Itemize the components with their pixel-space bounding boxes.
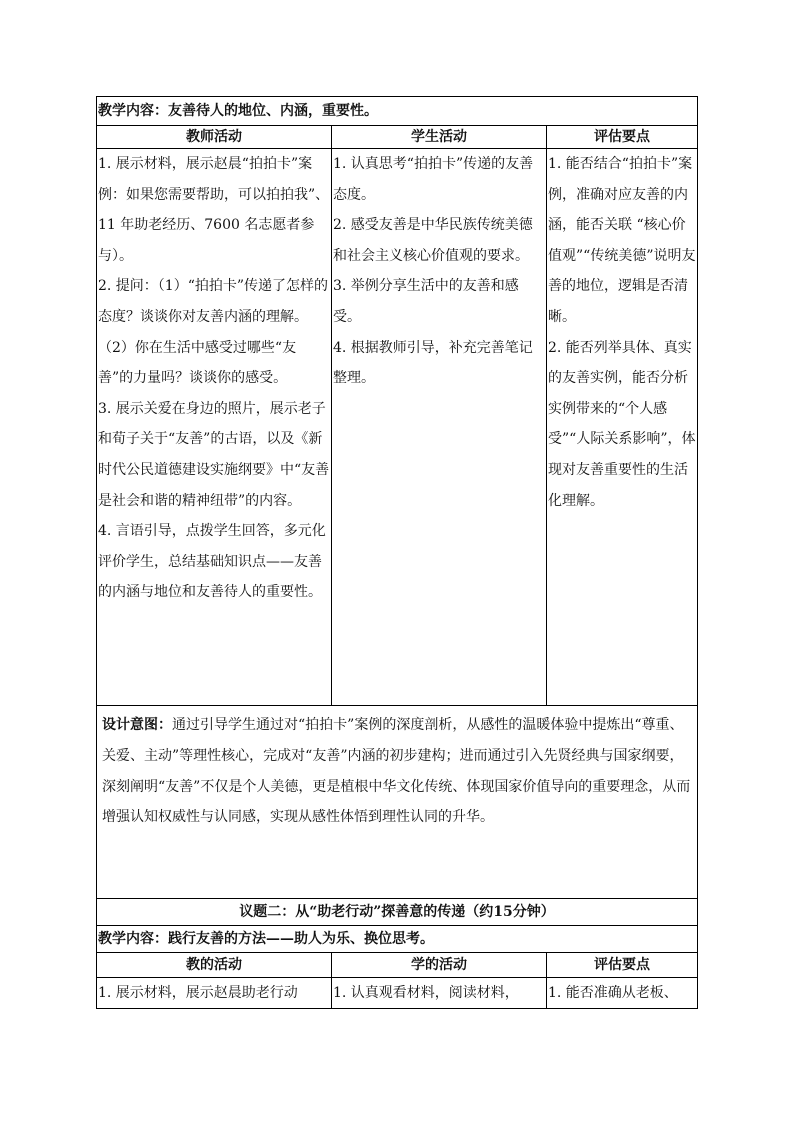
teacher-item-3: 3. 展示关爱在身边的照片，展示老子和荀子关于“友善”的古语，以及《新时代公民道德建设实施纲要》中“友善是社会和谐的精神纽带”的内容。 [98, 400, 330, 509]
evaluation-item-2: 2. 能否列举具体、真实的友善实例，能否分析实例带来的“个人感受”“人际关系影响”，体现对友善重要性的生活化理解。 [548, 339, 696, 509]
header-evaluation-2: 评估要点 [547, 953, 698, 978]
lesson-plan-table [96, 96, 698, 1009]
teacher-activity-cell-2: 1. 展示材料，展示赵晨助老行动 [97, 978, 332, 1009]
issue-two-title: 议题二：从“助老行动”探善意的传递（约15分钟） [97, 899, 698, 926]
evaluation-item-1: 1. 能否结合“拍拍卡”案例，准确对应友善的内涵，能否关联 “核心价值观”“传统美德”说明友善的地位，逻辑是否清晰。 [548, 156, 696, 325]
header-teach-activity: 教的活动 [97, 953, 332, 978]
header-student-activity: 学生活动 [332, 126, 547, 149]
header-evaluation: 评估要点 [547, 126, 698, 149]
design-intent-text: 通过引导学生通过对“拍拍卡”案例的深度剖析，从感性的温暖体验中提炼出“尊重、关爱、主动”等理性核心，完成对“友善”内涵的初步建构；进而通过引入先贤经典与国家纲要，深刻阐明“友善”不仅是个人美德，更是植根中华文化传统、体现国家价值导向的重要理念，从而增强认知权威性与认同感，实现从感性体悟到理性认同的升华。 [102, 717, 691, 826]
lesson-plan-page [96, 96, 697, 1009]
teaching-content-2: 教学内容：践行友善的方法——助人为乐、换位思考。 [97, 926, 698, 953]
design-intent-row [97, 706, 698, 899]
header-row-2 [97, 953, 698, 978]
activities-row-2 [97, 978, 698, 1009]
issue-two-row [97, 899, 698, 926]
student-item-1: 1. 认真思考“拍拍卡”传递的友善态度。 [333, 156, 534, 203]
header-learn-activity: 学的活动 [332, 953, 547, 978]
student-item-3: 3. 举例分享生活中的友善和感受。 [333, 278, 519, 325]
teacher-item-2: 2. 提问：（1）“拍拍卡”传递了怎样的态度？谈谈你对友善内涵的理解。（2）你在生活中感受过哪些“友善”的力量吗？谈谈你的感受。 [98, 278, 329, 387]
content-row-2 [97, 926, 698, 953]
student-activity-cell-2: 1. 认真观看材料，阅读材料， [332, 978, 547, 1009]
design-intent-cell [97, 706, 698, 899]
header-teacher-activity: 教师活动 [97, 126, 332, 149]
evaluation-cell-2: 1. 能否准确从老板、 [547, 978, 698, 1009]
student-activity-cell [332, 149, 547, 706]
evaluation-cell [547, 149, 698, 706]
student-item-4: 4. 根据教师引导，补充完善笔记整理。 [333, 339, 533, 387]
teaching-content-1: 教学内容：友善待人的地位、内涵，重要性。 [97, 97, 698, 126]
student-item-2: 2. 感受友善是中华民族传统美德和社会主义核心价值观的要求。 [333, 217, 533, 264]
teacher-item-4: 4. 言语引导，点拨学生回答，多元化评价学生，总结基础知识点——友善的内涵与地位和友善待人的重要性。 [98, 523, 326, 601]
teacher-item-1: 1. 展示材料，展示赵晨“拍拍卡”案例：如果您需要帮助，可以拍拍我”、11 年助老经历、7600 名志愿者参与）。 [98, 156, 330, 264]
header-row-1 [97, 126, 698, 149]
activities-row-1 [97, 149, 698, 706]
teacher-activity-cell [97, 149, 332, 706]
content-row-1 [97, 97, 698, 126]
design-intent-label: 设计意图： [102, 717, 172, 733]
